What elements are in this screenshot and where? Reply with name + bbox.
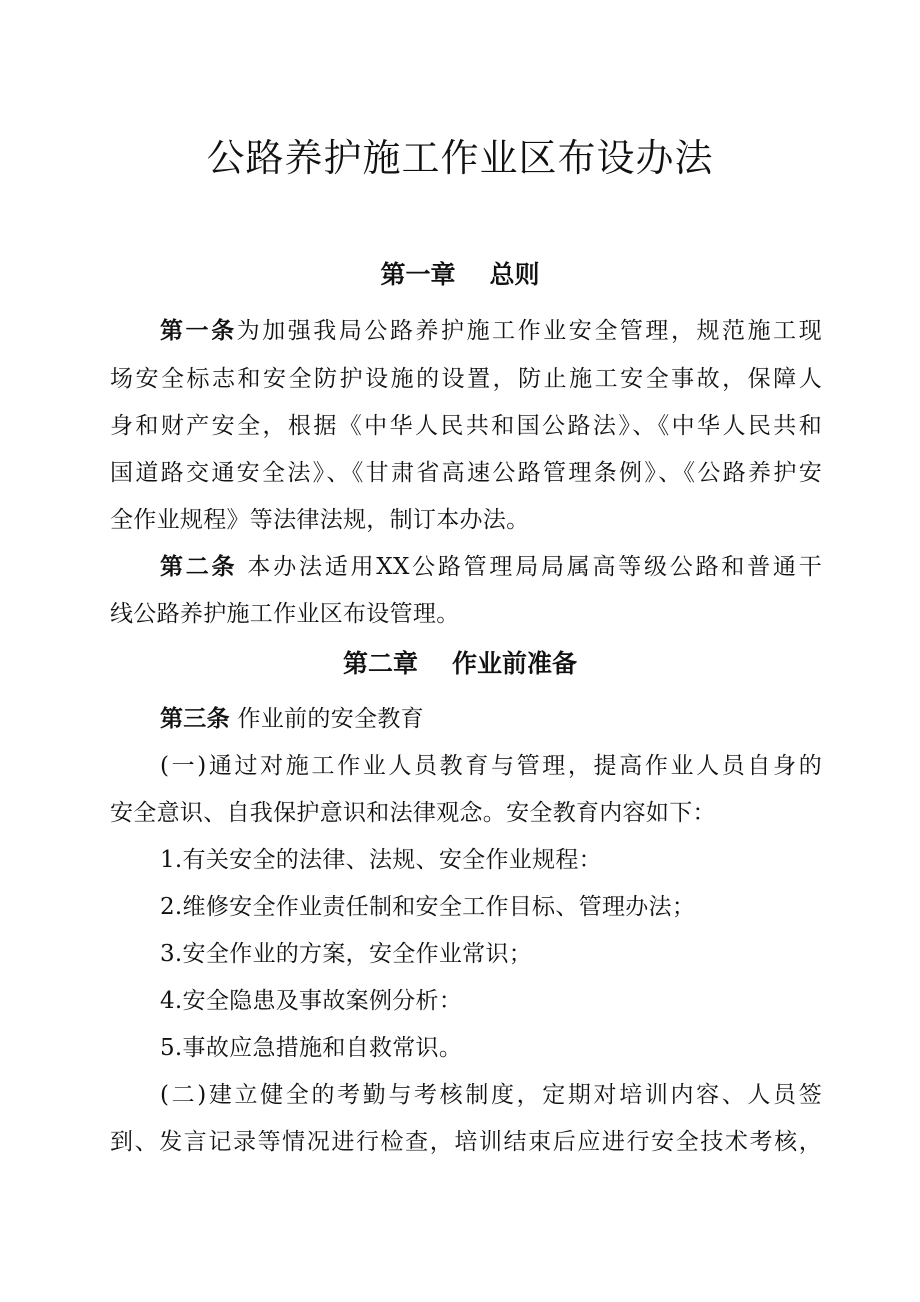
- list-item: 1.有关安全的法律、法规、安全作业规程：: [160, 847, 602, 873]
- chapter-1-number: 第一章: [380, 260, 456, 289]
- chapter-1-name: 总则: [489, 260, 540, 289]
- article-3-label: 第三条: [160, 705, 230, 732]
- list-item: 2.维修安全作业责任制和安全工作目标、管理办法；: [160, 894, 696, 920]
- article-3-item-1-line: (一)通过对施工作业人员教育与管理，提高作业人员自身的: [160, 753, 822, 779]
- article-3-item-2-line: 到、发言记录等情况进行检查，培训结束后应进行安全技术考核，: [110, 1129, 822, 1155]
- chapter-2-heading: [0, 647, 920, 681]
- article-1-line: 全作业规程》等法律法规，制订本办法。: [110, 507, 530, 533]
- article-3-heading: [160, 704, 822, 734]
- list-item: 3.安全作业的方案，安全作业常识；: [160, 941, 533, 967]
- article-1-label: 第一条: [160, 317, 237, 344]
- article-1-line: 场安全标志和安全防护设施的设置，防止施工安全事故，保障人: [110, 366, 822, 392]
- article-1-line: [160, 316, 822, 346]
- article-2-text: 本办法适用XX公路管理局局属高等级公路和普通干: [247, 554, 822, 580]
- list-item: 5.事故应急措施和自救常识。: [160, 1035, 463, 1061]
- article-2-line: [160, 552, 822, 582]
- article-3-item-2-line: (二)建立健全的考勤与考核制度，定期对培训内容、人员签: [160, 1082, 822, 1108]
- article-1-text: 为加强我局公路养护施工作业安全管理，规范施工现: [236, 318, 823, 344]
- document-title: 公路养护施工作业区布设办法: [206, 136, 714, 180]
- chapter-2-name: 作业前准备: [452, 649, 578, 678]
- article-3-item-1-line: 安全意识、自我保护意识和法律观念。安全教育内容如下：: [110, 800, 716, 826]
- chapter-1-heading: [0, 258, 920, 292]
- article-1-line: 身和财产安全，根据《中华人民共和国公路法》、《中华人民共和: [110, 413, 822, 439]
- list-item: 4.安全隐患及事故案例分析：: [160, 988, 463, 1014]
- article-3-title: 作业前的安全教育: [237, 706, 424, 732]
- article-2-line: 线公路养护施工作业区布设管理。: [110, 601, 460, 627]
- chapter-2-number: 第二章: [342, 649, 418, 678]
- article-1-line: 国道路交通安全法》、《甘肃省高速公路管理条例》、《公路养护安: [110, 460, 822, 486]
- article-2-label: 第二条: [160, 553, 238, 580]
